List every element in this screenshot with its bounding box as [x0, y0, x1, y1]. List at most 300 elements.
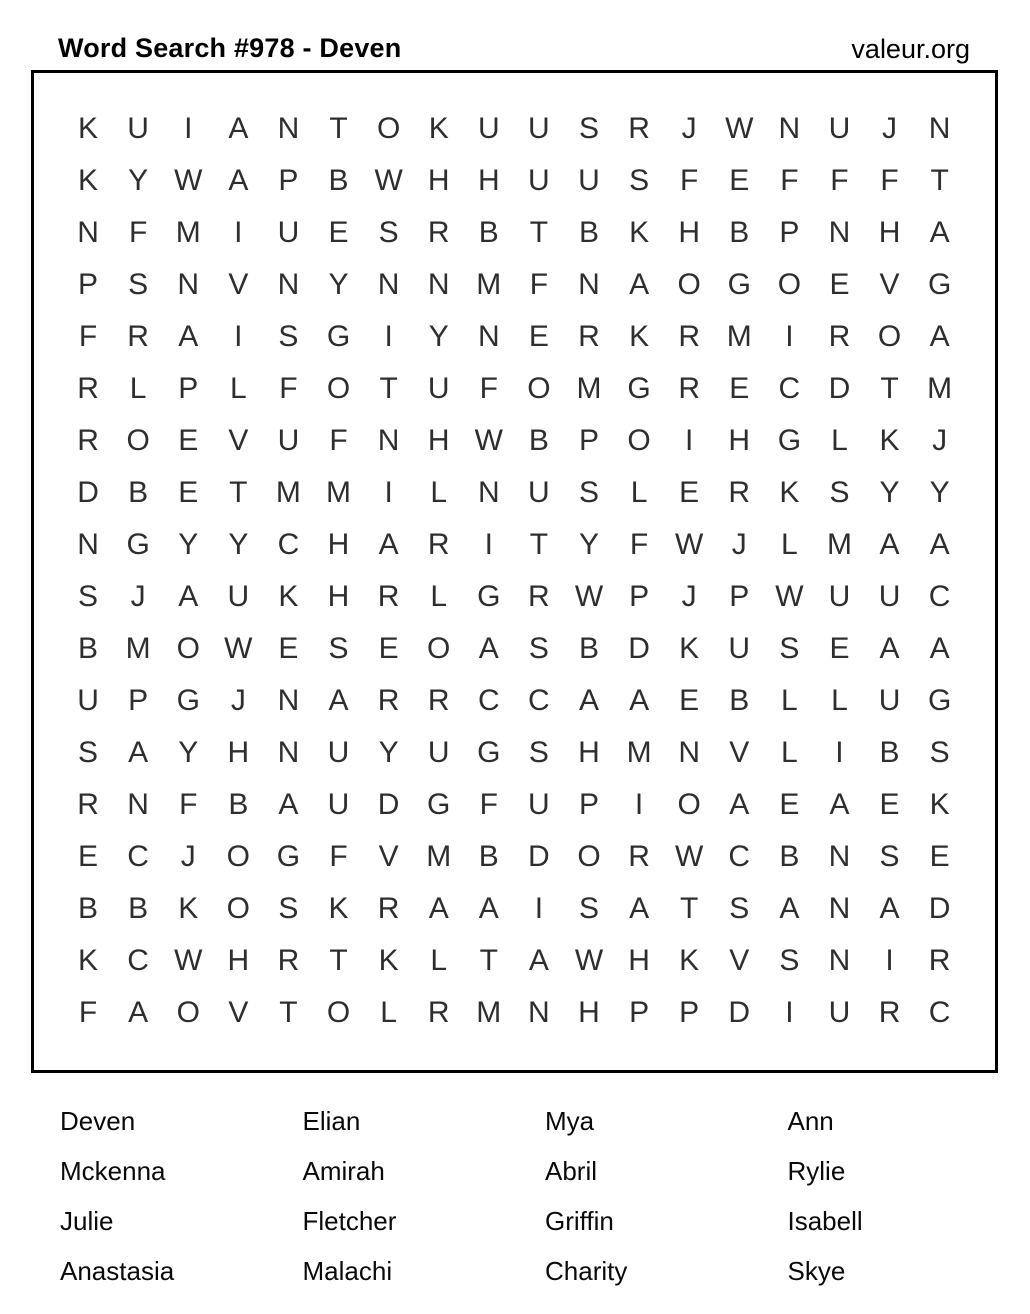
- grid-letter[interactable]: O: [326, 996, 351, 1029]
- grid-letter[interactable]: R: [277, 944, 300, 977]
- grid-letter[interactable]: J: [130, 580, 146, 613]
- grid-letter[interactable]: L: [831, 424, 848, 457]
- grid-letter[interactable]: K: [779, 476, 800, 509]
- grid-letter[interactable]: B: [128, 892, 149, 925]
- grid-letter[interactable]: A: [929, 216, 950, 249]
- grid-letter[interactable]: A: [879, 528, 900, 561]
- grid-letter[interactable]: V: [228, 268, 249, 301]
- grid-letter[interactable]: V: [729, 944, 750, 977]
- grid-letter[interactable]: F: [329, 424, 348, 457]
- grid-letter[interactable]: R: [427, 684, 450, 717]
- grid-letter[interactable]: U: [528, 112, 550, 145]
- grid-letter[interactable]: G: [126, 528, 150, 561]
- grid-letter[interactable]: E: [679, 684, 700, 717]
- grid-letter[interactable]: T: [329, 112, 348, 145]
- grid-letter[interactable]: E: [378, 632, 399, 665]
- grid-letter[interactable]: E: [879, 788, 900, 821]
- grid-letter[interactable]: L: [630, 476, 648, 509]
- grid-letter[interactable]: A: [829, 788, 850, 821]
- grid-letter[interactable]: K: [378, 944, 399, 977]
- grid-letter[interactable]: B: [779, 840, 800, 873]
- grid-letter[interactable]: S: [578, 476, 599, 509]
- grid-letter[interactable]: W: [174, 944, 203, 977]
- grid-letter[interactable]: A: [378, 528, 399, 561]
- grid-letter[interactable]: U: [528, 164, 550, 197]
- grid-letter[interactable]: I: [384, 320, 393, 353]
- grid-letter[interactable]: N: [277, 112, 300, 145]
- grid-letter[interactable]: G: [477, 736, 501, 769]
- grid-letter[interactable]: G: [427, 788, 451, 821]
- grid-letter[interactable]: P: [128, 684, 149, 717]
- grid-letter[interactable]: K: [178, 892, 199, 925]
- grid-letter[interactable]: R: [427, 216, 450, 249]
- grid-letter[interactable]: L: [781, 528, 798, 561]
- grid-letter[interactable]: C: [127, 944, 149, 977]
- grid-letter[interactable]: U: [427, 372, 450, 405]
- grid-letter[interactable]: G: [176, 684, 200, 717]
- grid-letter[interactable]: I: [885, 944, 894, 977]
- grid-letter[interactable]: F: [680, 164, 699, 197]
- grid-letter[interactable]: F: [279, 372, 298, 405]
- grid-letter[interactable]: T: [329, 944, 348, 977]
- grid-letter[interactable]: N: [828, 944, 851, 977]
- grid-letter[interactable]: K: [879, 424, 900, 457]
- grid-letter[interactable]: P: [779, 216, 800, 249]
- grid-letter[interactable]: W: [374, 164, 403, 197]
- grid-letter[interactable]: O: [326, 372, 351, 405]
- grid-letter[interactable]: R: [728, 476, 751, 509]
- grid-letter[interactable]: K: [78, 112, 99, 145]
- grid-letter[interactable]: A: [428, 892, 449, 925]
- grid-letter[interactable]: S: [78, 736, 99, 769]
- grid-letter[interactable]: O: [677, 268, 701, 301]
- grid-letter[interactable]: S: [278, 320, 299, 353]
- grid-letter[interactable]: A: [278, 788, 299, 821]
- grid-letter[interactable]: E: [829, 632, 850, 665]
- grid-letter[interactable]: K: [929, 788, 950, 821]
- grid-letter[interactable]: G: [477, 580, 501, 613]
- grid-letter[interactable]: J: [681, 580, 697, 613]
- grid-letter[interactable]: Y: [378, 736, 399, 769]
- grid-letter[interactable]: A: [929, 632, 950, 665]
- grid-letter[interactable]: L: [430, 476, 448, 509]
- grid-letter[interactable]: T: [880, 372, 899, 405]
- grid-letter[interactable]: O: [376, 112, 401, 145]
- grid-letter[interactable]: H: [227, 944, 250, 977]
- grid-letter[interactable]: H: [578, 996, 600, 1029]
- grid-letter[interactable]: F: [479, 788, 498, 821]
- grid-letter[interactable]: A: [528, 944, 549, 977]
- grid-letter[interactable]: N: [477, 476, 500, 509]
- grid-letter[interactable]: I: [534, 892, 544, 925]
- grid-letter[interactable]: M: [326, 476, 352, 509]
- grid-letter[interactable]: R: [427, 528, 450, 561]
- grid-letter[interactable]: A: [178, 580, 199, 613]
- grid-letter[interactable]: Y: [879, 476, 900, 509]
- grid-letter[interactable]: A: [228, 112, 249, 145]
- grid-letter[interactable]: T: [379, 372, 398, 405]
- grid-letter[interactable]: S: [78, 580, 99, 613]
- grid-letter[interactable]: R: [678, 372, 700, 405]
- grid-letter[interactable]: K: [629, 216, 650, 249]
- grid-letter[interactable]: B: [478, 216, 499, 249]
- grid-letter[interactable]: S: [528, 632, 549, 665]
- grid-letter[interactable]: U: [127, 112, 149, 145]
- grid-letter[interactable]: H: [327, 580, 350, 613]
- grid-letter[interactable]: U: [728, 632, 751, 665]
- grid-letter[interactable]: D: [377, 788, 400, 821]
- grid-letter[interactable]: E: [328, 216, 349, 249]
- grid-letter[interactable]: U: [528, 788, 550, 821]
- grid-letter[interactable]: C: [528, 684, 550, 717]
- grid-letter[interactable]: P: [578, 788, 599, 821]
- grid-letter[interactable]: N: [277, 736, 300, 769]
- grid-letter[interactable]: P: [78, 268, 99, 301]
- grid-letter[interactable]: U: [578, 164, 600, 197]
- grid-letter[interactable]: S: [528, 736, 549, 769]
- grid-letter[interactable]: R: [127, 320, 149, 353]
- grid-letter[interactable]: Y: [328, 268, 349, 301]
- grid-letter[interactable]: K: [679, 944, 700, 977]
- grid-letter[interactable]: F: [78, 320, 98, 353]
- grid-letter[interactable]: D: [928, 892, 951, 925]
- grid-letter[interactable]: I: [384, 476, 393, 509]
- grid-letter[interactable]: H: [628, 944, 650, 977]
- grid-letter[interactable]: E: [829, 268, 850, 301]
- grid-letter[interactable]: M: [275, 476, 301, 509]
- grid-letter[interactable]: H: [327, 528, 350, 561]
- grid-letter[interactable]: L: [129, 372, 147, 405]
- grid-letter[interactable]: S: [929, 736, 950, 769]
- grid-letter[interactable]: T: [479, 944, 498, 977]
- grid-letter[interactable]: S: [629, 164, 650, 197]
- grid-letter[interactable]: U: [327, 736, 350, 769]
- grid-letter[interactable]: T: [680, 892, 699, 925]
- grid-letter[interactable]: A: [328, 684, 349, 717]
- grid-letter[interactable]: C: [728, 840, 751, 873]
- grid-letter[interactable]: P: [679, 996, 700, 1029]
- grid-letter[interactable]: F: [78, 996, 98, 1029]
- grid-letter[interactable]: S: [328, 632, 349, 665]
- grid-letter[interactable]: E: [528, 320, 549, 353]
- grid-letter[interactable]: C: [477, 684, 500, 717]
- grid-letter[interactable]: H: [578, 736, 600, 769]
- grid-letter[interactable]: F: [880, 164, 899, 197]
- grid-letter[interactable]: W: [675, 840, 704, 873]
- grid-letter[interactable]: A: [629, 268, 650, 301]
- grid-letter[interactable]: V: [879, 268, 900, 301]
- grid-letter[interactable]: A: [478, 892, 499, 925]
- grid-letter[interactable]: F: [830, 164, 849, 197]
- grid-letter[interactable]: S: [779, 632, 800, 665]
- grid-letter[interactable]: O: [226, 892, 250, 925]
- grid-letter[interactable]: N: [828, 216, 851, 249]
- grid-letter[interactable]: B: [729, 216, 750, 249]
- grid-letter[interactable]: N: [778, 112, 801, 145]
- grid-letter[interactable]: G: [927, 684, 952, 717]
- grid-letter[interactable]: O: [627, 424, 651, 457]
- grid-letter[interactable]: S: [879, 840, 900, 873]
- grid-letter[interactable]: V: [378, 840, 399, 873]
- grid-letter[interactable]: H: [878, 216, 901, 249]
- grid-letter[interactable]: I: [234, 216, 243, 249]
- grid-letter[interactable]: B: [78, 632, 99, 665]
- grid-letter[interactable]: B: [128, 476, 149, 509]
- grid-letter[interactable]: R: [928, 944, 951, 977]
- grid-letter[interactable]: W: [474, 424, 503, 457]
- grid-letter[interactable]: I: [785, 996, 794, 1029]
- grid-letter[interactable]: N: [928, 112, 951, 145]
- grid-letter[interactable]: L: [380, 996, 397, 1029]
- grid-letter[interactable]: O: [777, 268, 802, 301]
- grid-letter[interactable]: A: [128, 736, 149, 769]
- grid-letter[interactable]: S: [278, 892, 299, 925]
- grid-letter[interactable]: B: [578, 216, 599, 249]
- grid-letter[interactable]: E: [729, 164, 750, 197]
- grid-letter[interactable]: N: [77, 528, 99, 561]
- grid-letter[interactable]: A: [478, 632, 499, 665]
- grid-letter[interactable]: N: [377, 424, 400, 457]
- grid-letter[interactable]: Y: [128, 164, 149, 197]
- grid-letter[interactable]: M: [476, 268, 502, 301]
- grid-letter[interactable]: W: [725, 112, 754, 145]
- grid-letter[interactable]: I: [785, 320, 794, 353]
- grid-letter[interactable]: N: [277, 268, 300, 301]
- grid-letter[interactable]: S: [128, 268, 149, 301]
- grid-letter[interactable]: U: [528, 476, 550, 509]
- grid-letter[interactable]: I: [184, 112, 193, 145]
- grid-letter[interactable]: C: [778, 372, 801, 405]
- grid-letter[interactable]: A: [879, 892, 900, 925]
- grid-letter[interactable]: T: [930, 164, 949, 197]
- grid-letter[interactable]: O: [176, 632, 200, 665]
- grid-letter[interactable]: M: [426, 840, 452, 873]
- grid-letter[interactable]: R: [77, 372, 99, 405]
- grid-letter[interactable]: P: [629, 580, 650, 613]
- grid-letter[interactable]: A: [929, 528, 950, 561]
- grid-letter[interactable]: U: [327, 788, 350, 821]
- grid-letter[interactable]: W: [574, 944, 604, 977]
- grid-letter[interactable]: M: [626, 736, 652, 769]
- grid-letter[interactable]: H: [678, 216, 700, 249]
- grid-letter[interactable]: G: [727, 268, 751, 301]
- grid-letter[interactable]: N: [828, 892, 851, 925]
- grid-letter[interactable]: C: [127, 840, 149, 873]
- grid-letter[interactable]: H: [427, 164, 450, 197]
- grid-letter[interactable]: U: [878, 684, 901, 717]
- grid-letter[interactable]: L: [781, 684, 798, 717]
- grid-letter[interactable]: A: [228, 164, 249, 197]
- grid-letter[interactable]: Y: [578, 528, 599, 561]
- grid-letter[interactable]: F: [780, 164, 799, 197]
- grid-letter[interactable]: S: [829, 476, 850, 509]
- grid-letter[interactable]: G: [927, 268, 952, 301]
- grid-letter[interactable]: Y: [178, 736, 199, 769]
- grid-letter[interactable]: R: [628, 840, 650, 873]
- grid-letter[interactable]: P: [729, 580, 750, 613]
- grid-letter[interactable]: K: [278, 580, 299, 613]
- grid-letter[interactable]: I: [634, 788, 644, 821]
- grid-letter[interactable]: B: [528, 424, 549, 457]
- grid-letter[interactable]: V: [228, 424, 249, 457]
- grid-letter[interactable]: R: [828, 320, 851, 353]
- grid-letter[interactable]: R: [77, 788, 99, 821]
- grid-letter[interactable]: T: [279, 996, 298, 1029]
- grid-letter[interactable]: K: [679, 632, 700, 665]
- grid-letter[interactable]: B: [879, 736, 900, 769]
- grid-letter[interactable]: N: [528, 996, 550, 1029]
- grid-letter[interactable]: W: [224, 632, 253, 665]
- grid-letter[interactable]: Y: [178, 528, 199, 561]
- grid-letter[interactable]: K: [629, 320, 650, 353]
- grid-letter[interactable]: A: [879, 632, 900, 665]
- grid-letter[interactable]: W: [574, 580, 604, 613]
- grid-letter[interactable]: S: [578, 112, 599, 145]
- grid-letter[interactable]: R: [528, 580, 550, 613]
- grid-letter[interactable]: M: [476, 996, 502, 1029]
- grid-letter[interactable]: O: [877, 320, 902, 353]
- grid-letter[interactable]: H: [427, 424, 450, 457]
- grid-letter[interactable]: E: [779, 788, 800, 821]
- grid-letter[interactable]: N: [277, 684, 300, 717]
- grid-letter[interactable]: P: [178, 372, 199, 405]
- grid-letter[interactable]: U: [828, 112, 851, 145]
- grid-letter[interactable]: R: [377, 892, 400, 925]
- grid-letter[interactable]: D: [77, 476, 99, 509]
- grid-letter[interactable]: O: [226, 840, 250, 873]
- grid-letter[interactable]: K: [428, 112, 449, 145]
- grid-letter[interactable]: N: [477, 320, 500, 353]
- grid-letter[interactable]: H: [728, 424, 751, 457]
- grid-letter[interactable]: L: [430, 944, 448, 977]
- grid-letter[interactable]: E: [78, 840, 99, 873]
- grid-letter[interactable]: A: [629, 684, 650, 717]
- grid-letter[interactable]: N: [678, 736, 700, 769]
- grid-letter[interactable]: N: [127, 788, 149, 821]
- grid-letter[interactable]: O: [427, 632, 451, 665]
- grid-letter[interactable]: J: [230, 684, 246, 717]
- grid-letter[interactable]: R: [377, 684, 400, 717]
- grid-letter[interactable]: K: [78, 164, 99, 197]
- grid-letter[interactable]: M: [927, 372, 953, 405]
- grid-letter[interactable]: P: [629, 996, 650, 1029]
- grid-letter[interactable]: N: [578, 268, 600, 301]
- grid-letter[interactable]: C: [277, 528, 300, 561]
- grid-letter[interactable]: F: [128, 216, 148, 249]
- grid-letter[interactable]: E: [929, 840, 950, 873]
- grid-letter[interactable]: U: [227, 580, 250, 613]
- grid-letter[interactable]: F: [629, 528, 649, 561]
- grid-letter[interactable]: F: [329, 840, 348, 873]
- grid-letter[interactable]: M: [576, 372, 602, 405]
- grid-letter[interactable]: E: [278, 632, 299, 665]
- grid-letter[interactable]: O: [677, 788, 701, 821]
- grid-letter[interactable]: L: [229, 372, 247, 405]
- grid-letter[interactable]: A: [729, 788, 750, 821]
- grid-letter[interactable]: G: [777, 424, 802, 457]
- grid-letter[interactable]: S: [779, 944, 800, 977]
- grid-letter[interactable]: U: [878, 580, 901, 613]
- grid-letter[interactable]: B: [78, 892, 99, 925]
- grid-letter[interactable]: Y: [929, 476, 950, 509]
- grid-letter[interactable]: N: [427, 268, 450, 301]
- grid-letter[interactable]: N: [177, 268, 200, 301]
- grid-letter[interactable]: N: [77, 216, 99, 249]
- grid-letter[interactable]: I: [685, 424, 694, 457]
- grid-letter[interactable]: U: [77, 684, 99, 717]
- grid-letter[interactable]: P: [578, 424, 599, 457]
- grid-letter[interactable]: H: [477, 164, 500, 197]
- grid-letter[interactable]: E: [178, 476, 199, 509]
- grid-letter[interactable]: L: [831, 684, 848, 717]
- grid-letter[interactable]: F: [179, 788, 198, 821]
- grid-letter[interactable]: U: [277, 424, 300, 457]
- grid-letter[interactable]: L: [781, 736, 798, 769]
- grid-letter[interactable]: A: [578, 684, 599, 717]
- grid-letter[interactable]: B: [328, 164, 349, 197]
- grid-letter[interactable]: U: [277, 216, 300, 249]
- grid-letter[interactable]: U: [828, 580, 851, 613]
- grid-letter[interactable]: O: [176, 996, 200, 1029]
- grid-letter[interactable]: I: [835, 736, 844, 769]
- grid-letter[interactable]: I: [484, 528, 493, 561]
- grid-letter[interactable]: M: [826, 528, 852, 561]
- grid-letter[interactable]: A: [779, 892, 800, 925]
- grid-letter[interactable]: W: [174, 164, 203, 197]
- grid-letter[interactable]: F: [529, 268, 549, 301]
- grid-letter[interactable]: R: [377, 580, 400, 613]
- grid-letter[interactable]: I: [234, 320, 243, 353]
- grid-letter[interactable]: V: [729, 736, 750, 769]
- grid-letter[interactable]: D: [528, 840, 550, 873]
- grid-letter[interactable]: E: [729, 372, 750, 405]
- grid-letter[interactable]: D: [828, 372, 851, 405]
- grid-letter[interactable]: L: [430, 580, 448, 613]
- grid-letter[interactable]: B: [578, 632, 599, 665]
- grid-letter[interactable]: V: [228, 996, 249, 1029]
- grid-letter[interactable]: R: [878, 996, 901, 1029]
- grid-letter[interactable]: M: [726, 320, 752, 353]
- grid-letter[interactable]: D: [628, 632, 650, 665]
- grid-letter[interactable]: S: [729, 892, 750, 925]
- grid-letter[interactable]: B: [729, 684, 750, 717]
- grid-letter[interactable]: B: [478, 840, 499, 873]
- grid-letter[interactable]: R: [678, 320, 700, 353]
- grid-letter[interactable]: J: [681, 112, 697, 145]
- grid-letter[interactable]: A: [929, 320, 950, 353]
- grid-letter[interactable]: A: [629, 892, 650, 925]
- grid-letter[interactable]: M: [175, 216, 201, 249]
- grid-letter[interactable]: N: [828, 840, 851, 873]
- grid-letter[interactable]: D: [728, 996, 751, 1029]
- grid-letter[interactable]: R: [628, 112, 650, 145]
- grid-letter[interactable]: G: [326, 320, 351, 353]
- grid-letter[interactable]: J: [731, 528, 747, 561]
- grid-letter[interactable]: A: [178, 320, 199, 353]
- grid-letter[interactable]: T: [229, 476, 248, 509]
- grid-letter[interactable]: R: [427, 996, 450, 1029]
- grid-letter[interactable]: K: [78, 944, 99, 977]
- grid-letter[interactable]: C: [928, 580, 951, 613]
- grid-letter[interactable]: F: [479, 372, 498, 405]
- grid-letter[interactable]: Y: [228, 528, 249, 561]
- grid-letter[interactable]: R: [578, 320, 600, 353]
- grid-letter[interactable]: O: [527, 372, 551, 405]
- grid-letter[interactable]: B: [228, 788, 249, 821]
- grid-letter[interactable]: T: [529, 216, 549, 249]
- grid-letter[interactable]: J: [180, 840, 196, 873]
- grid-letter[interactable]: O: [126, 424, 150, 457]
